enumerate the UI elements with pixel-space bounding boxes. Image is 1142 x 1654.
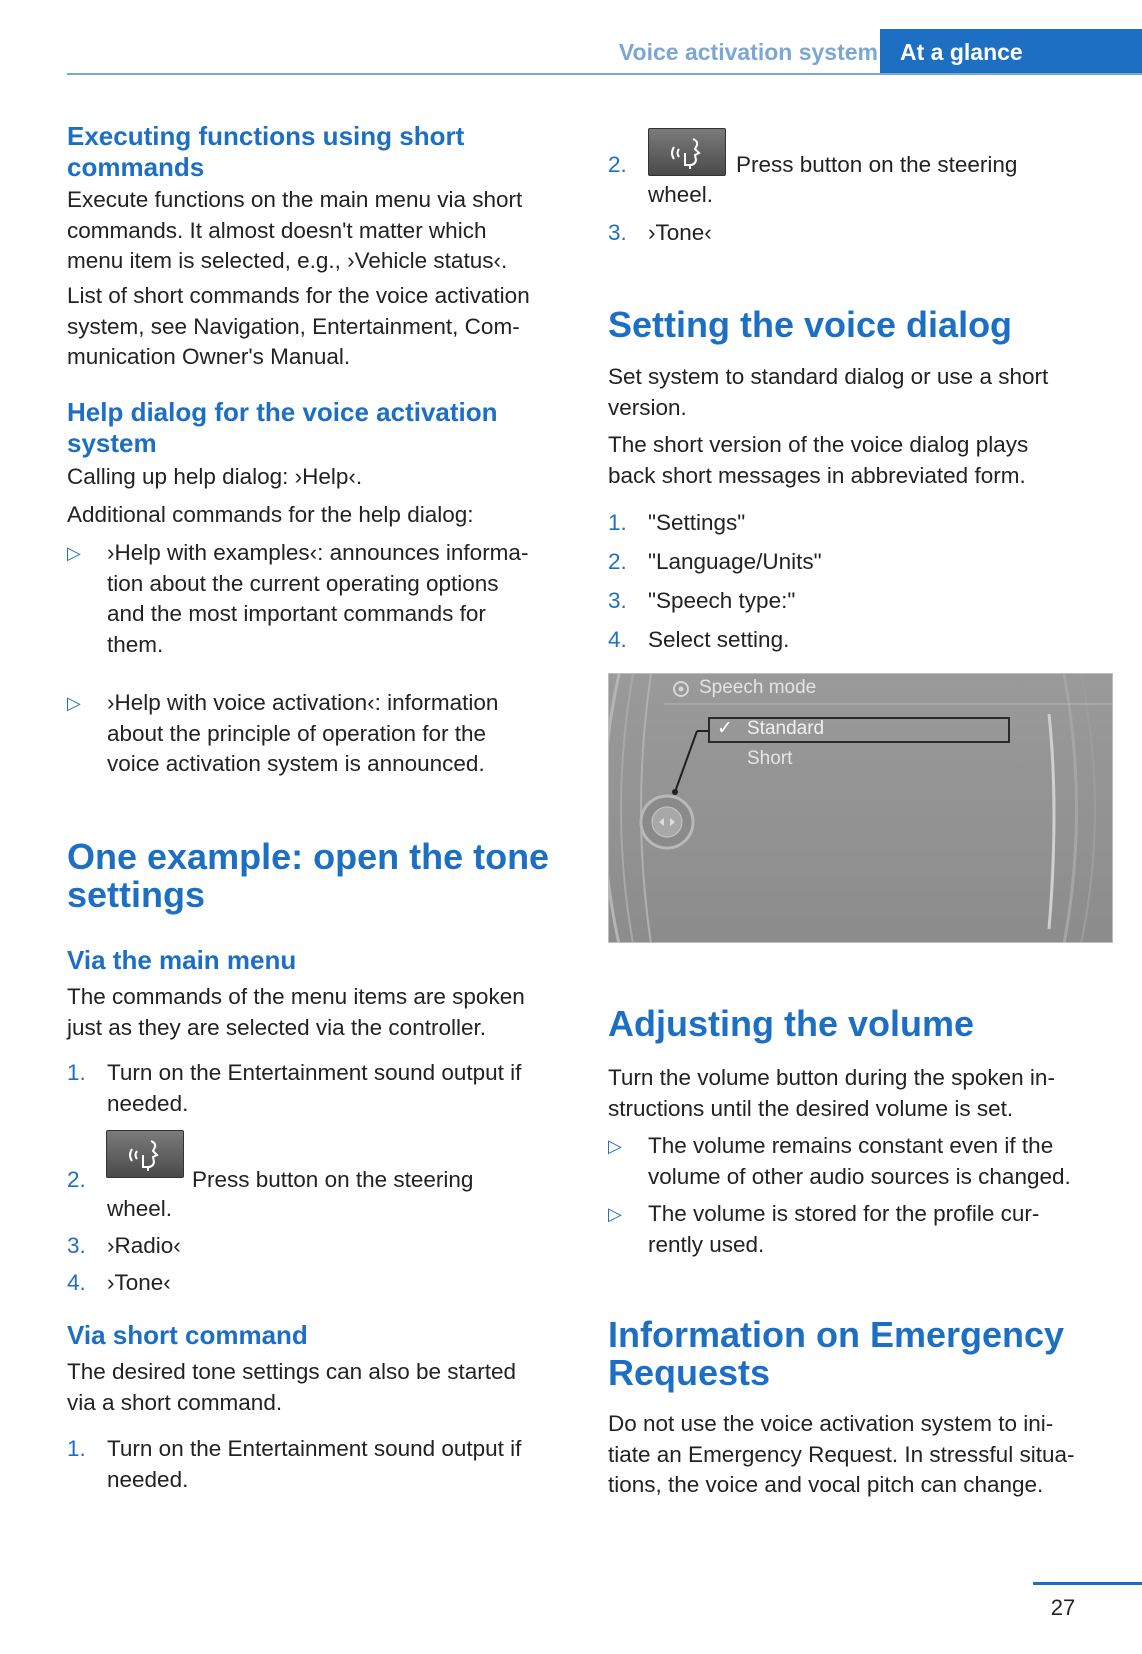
paragraph-short-command	[67, 1357, 516, 1418]
heading-line: Executing functions using short	[67, 121, 465, 151]
text-line: tion about the current operating options	[107, 570, 499, 596]
text-line: them.	[107, 631, 164, 657]
header-tab-at-a-glance: At a glance	[880, 29, 1142, 75]
bullet-text	[648, 1199, 1039, 1260]
text-line: structions until the desired volume is set.	[608, 1095, 1014, 1121]
footer-rule	[1033, 1582, 1142, 1585]
paragraph-volume	[608, 1063, 1055, 1124]
heading-line: settings	[67, 874, 206, 915]
bullet-icon: ▷	[608, 1136, 622, 1156]
text-line: Turn the volume button during the spoken in-	[608, 1065, 1055, 1090]
text-line: needed.	[107, 1466, 189, 1492]
bullet-text	[107, 538, 528, 660]
heading-adjusting-volume: Adjusting the volume	[608, 1003, 975, 1044]
step-text: ›Tone‹	[648, 220, 712, 245]
text-line: The volume is stored for the profile cur-	[648, 1201, 1040, 1226]
paragraph-voice-dialog	[608, 362, 1048, 423]
step-number: 1.	[67, 1436, 86, 1461]
speech-mode-screenshot	[608, 673, 1113, 943]
step-text: Press button on the steering	[736, 152, 1018, 177]
text-line: about the principle of operation for the	[107, 720, 487, 746]
heading-via-short-command: Via short command	[67, 1320, 308, 1350]
text-line: just as they are selected via the controller.	[67, 1014, 486, 1040]
list-item	[67, 1268, 567, 1300]
text-line: rently used.	[648, 1231, 765, 1257]
text-line: back short messages in abbreviated form.	[608, 462, 1026, 488]
list-item	[608, 508, 1113, 540]
heading-line: Information on Emergency	[608, 1314, 1065, 1355]
heading-line: One example: open the tone	[67, 836, 550, 877]
text-line: Turn on the Entertainment sound output if	[107, 1436, 522, 1461]
paragraph-short-commands-list	[67, 281, 530, 373]
paragraph-help-additional: Additional commands for the help dialog:	[67, 502, 474, 527]
text-line: The short version of the voice dialog plays	[608, 432, 1029, 457]
text-line: and the most important commands for	[107, 601, 486, 626]
paragraph-emergency	[608, 1409, 1074, 1501]
bullet-item	[67, 538, 567, 668]
bullet-item	[67, 688, 567, 783]
heading-line: Help dialog for the voice activation	[67, 397, 498, 427]
heading-line: system	[67, 428, 157, 458]
heading-short-commands	[67, 121, 464, 183]
text-line: volume of other audio sources is changed.	[648, 1163, 1071, 1189]
paragraph-short-commands	[67, 185, 522, 277]
text-line: via a short command.	[67, 1389, 283, 1415]
text-line: The volume remains constant even if the	[648, 1133, 1054, 1158]
voice-button-icon	[106, 1130, 184, 1178]
list-item	[608, 586, 1113, 618]
heading-line: commands	[67, 152, 205, 182]
step-text: "Speech type:"	[648, 588, 796, 613]
text-line: Execute functions on the main menu via short	[67, 187, 523, 212]
text-line: The desired tone settings can also be started	[67, 1359, 517, 1384]
step-text: ›Radio‹	[107, 1233, 181, 1258]
voice-button-icon	[648, 128, 726, 176]
step-text	[107, 1434, 521, 1495]
text-line: munication Owner's Manual.	[67, 344, 351, 369]
bullet-text	[107, 688, 498, 780]
text-line: List of short commands for the voice activation	[67, 283, 530, 308]
step-text: "Language/Units"	[648, 549, 822, 574]
step-number: 3.	[67, 1233, 86, 1258]
header-rule	[67, 73, 1142, 75]
step-text: "Settings"	[648, 510, 746, 535]
heading-help-dialog	[67, 397, 498, 459]
text-line: tiate an Emergency Request. In stressful situa-	[608, 1441, 1075, 1467]
bullet-item	[608, 1131, 1113, 1193]
bullet-icon: ▷	[67, 693, 81, 713]
step-text: Press button on the steering	[192, 1167, 474, 1192]
text-line: system, see Navigation, Entertainment, Com-	[67, 313, 520, 339]
text-line: menu item is selected, e.g., ›Vehicle status‹.	[67, 248, 508, 273]
heading-one-example	[67, 838, 549, 914]
text-line: The commands of the menu items are spoken	[67, 984, 525, 1009]
bullet-text	[648, 1131, 1071, 1192]
list-item	[67, 1434, 567, 1496]
page-number: 27	[1050, 1595, 1076, 1620]
step-number: 4.	[67, 1270, 86, 1295]
heading-voice-dialog: Setting the voice dialog	[608, 304, 1013, 345]
list-item	[608, 128, 1113, 208]
option-standard: Standard	[747, 718, 825, 739]
step-number: 1.	[608, 510, 627, 535]
header-section-title: Voice activation system	[618, 39, 878, 65]
step-text: wheel.	[107, 1196, 173, 1221]
bullet-icon: ▷	[608, 1204, 622, 1224]
step-number: 2.	[608, 549, 627, 574]
heading-emergency-requests	[608, 1316, 1064, 1392]
text-line: tions, the voice and vocal pitch can change.	[608, 1472, 1044, 1497]
text-line: commands. It almost doesn't matter which	[67, 217, 487, 243]
paragraph-main-menu	[67, 982, 525, 1043]
list-item	[67, 1058, 567, 1120]
step-number: 2.	[67, 1167, 86, 1192]
option-short: Short	[747, 748, 793, 769]
step-number: 2.	[608, 152, 627, 177]
text-line: ›Help with examples‹: announces informa-	[107, 540, 529, 565]
screen-decoration	[609, 674, 1113, 943]
list-item	[608, 625, 1113, 657]
text-line: Turn on the Entertainment sound output if	[107, 1060, 522, 1085]
screen-title: Speech mode	[699, 677, 817, 698]
bullet-item	[608, 1199, 1113, 1261]
list-item	[67, 1231, 567, 1263]
step-text: Select setting.	[648, 627, 790, 652]
paragraph-short-version	[608, 430, 1028, 491]
paragraph-help-call: Calling up help dialog: ›Help‹.	[67, 464, 363, 489]
bullet-icon: ▷	[67, 543, 81, 563]
step-text: wheel.	[648, 182, 714, 207]
list-item	[608, 218, 1113, 250]
step-text	[107, 1058, 521, 1119]
step-number: 4.	[608, 627, 627, 652]
text-line: needed.	[107, 1090, 189, 1116]
heading-via-main-menu: Via the main menu	[67, 945, 297, 975]
step-number: 3.	[608, 220, 627, 245]
text-line: ›Help with voice activation‹: information	[107, 690, 499, 715]
list-item	[67, 1130, 567, 1221]
step-text: ›Tone‹	[107, 1270, 171, 1295]
text-line: Set system to standard dialog or use a short	[608, 364, 1049, 389]
checkmark-icon: ✓	[717, 718, 733, 739]
text-line: version.	[608, 394, 687, 420]
list-item	[608, 547, 1113, 579]
text-line: Do not use the voice activation system to ini-	[608, 1411, 1054, 1436]
step-number: 3.	[608, 588, 627, 613]
heading-line: Requests	[608, 1352, 771, 1393]
step-number: 1.	[67, 1060, 86, 1085]
text-line: voice activation system is announced.	[107, 751, 485, 776]
